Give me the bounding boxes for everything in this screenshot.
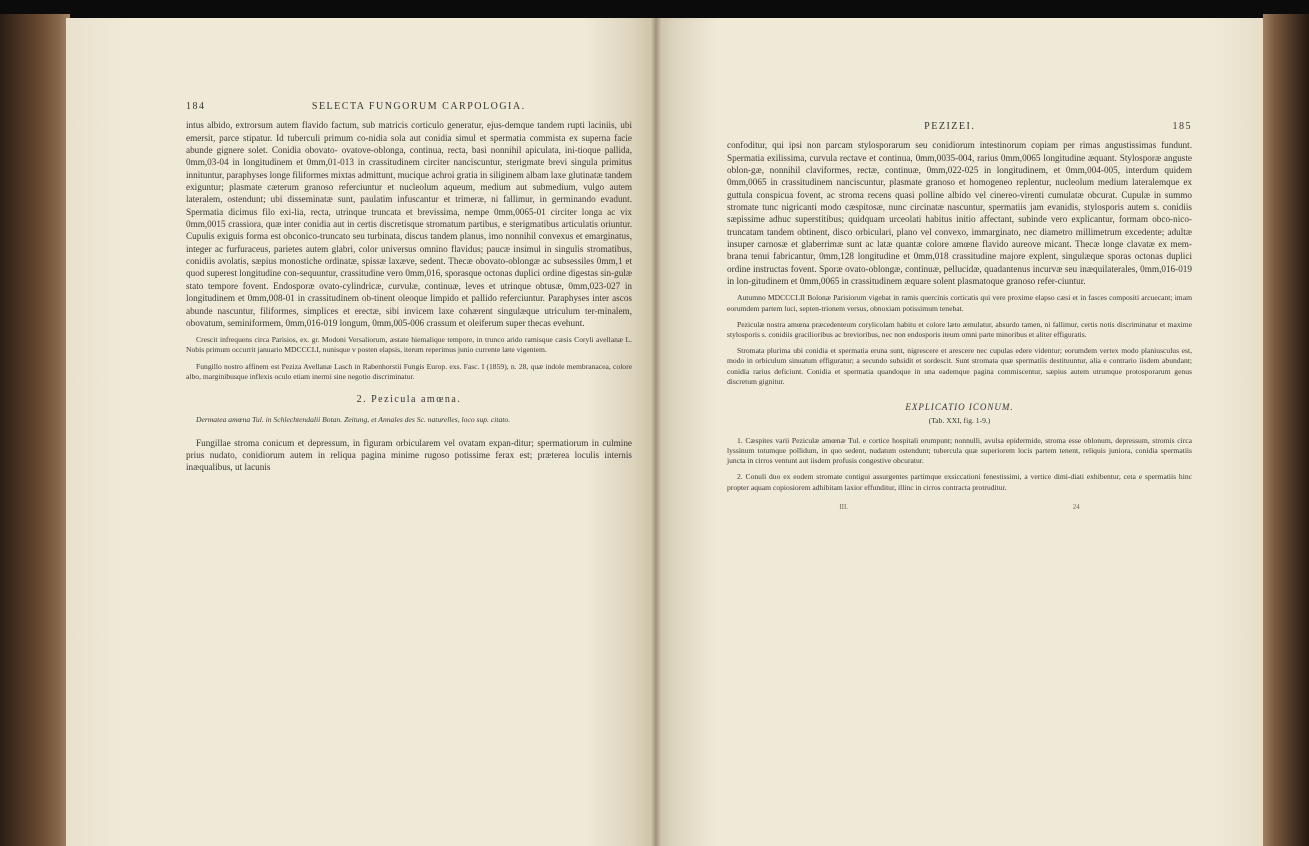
body-paragraph: confoditur, qui ipsi non parcam stylosporarum seu conidiorum intestinorum copiam per rimas angustissimas fundunt. Spermatia exilissima, curvula rectave et continua, 0mm,0035-004, rarius 0mm,0065 longitudine æquant. Stylosporæ anguste oblon-gæ, nonnihil claviformes, rectæ, continuæ, 0mm,022-025 in longitudinem, et 0mm,004-005, interdum quidem 0mm,0065 in crassitudinem nanciscuntur, plasmate granoso et homogeneo replentur, nucleolum medium lateralemque ex guttula conspicua fovent, ac stroma recens quasi polline albido vel cinereo-virenti cumulatæ obcurat. Cupulæ in summo stromate tunc nigricanti modo cæspitosæ, nunc circinatæ nascuntur, spermatiis jam evanidis, stylosporis autem s. conidiis sæpissime adhuc superstitibus; quidquam urceolati habitus initio affectant, subinde vero explicantur, formam obco-nico-truncatam tandem obtinent, disco orbiculari, plano vel convexo, immarginato, nec diametro millimetrum excedente; adultæ insuper carnosæ et glaberrimæ sunt ac latæ quantæ colore amœne flavido aureove micant. Thecæ longe clavatæ ex mem-brana tenui fabricantur, 0mm,128 longitudine et 0mm,018 crassitudine majore explent, singulæque sporas octonas duplici ordine instructas fovent. Sporæ ovato-oblongæ, continuæ, pellucidæ, quadantenus incurvæ seu inæquilaterales, 0mm,016-019 in lon-gitudinem et 0mm,0065 in crassitudinem æquare solent plasmatoque granoso refer-ciuntur. [727, 140, 1192, 287]
left-running-head [186, 101, 632, 113]
left-page-text [186, 101, 632, 480]
right-running-title: PEZIZEI. [924, 121, 976, 132]
signature-marks [727, 501, 1192, 513]
comparison-paragraph: Peziculæ nostra amœna præcedenteum corylicolam habitu et colore læto æmulatur, absurdo tamen, ni fallimur, certis notis discriminatur et maxime stylosporis s. conidiis gracilioribus ac brevioribus, nec non endosporis iteum omni parte minoribus et aliter effiguratis. [727, 319, 1192, 340]
explicatio-subtitle: (Tab. XXI, fig. 1-9.) [928, 416, 991, 426]
signature-mark: III. [839, 502, 849, 511]
explicatio-item: 1. Cæspites varii Peziculæ amœnæ Tul. e cortice hospitali erumpunt; nonnulli, avulsa epidermide, stroma esse oblonum, depressum, stromis circa lyssinum totumque pollidum, in quo sedent, nudatum ostendunt; tubercula quæ superiorem locis partem tenent, reliquis juniora, conidia spermatiis juncta in cirros ventunt aut iisdem profusis congestive obcuratur. [727, 435, 1192, 466]
right-book-cover-edge [1263, 14, 1309, 846]
right-page-number: 185 [1172, 121, 1192, 132]
signature-mark: 24 [1072, 502, 1080, 511]
body-paragraph: intus albido, extrorsum autem flavido factum, sub matricis corticulo generatur, ejus-demque tandem rupti laciniis, ubi emersit, parce stipatur. Id tuberculi primum co-nidia sola aut conidia simul et spermatia commista ex superna facie abunde gignere solet. Conidia obovato- ovatove-oblonga, continua, recta, basi nonnihil apiculata, ini-tioque pallida, 0mm,03-04 in longitudinem et 0mm,01-013 in crassitudinem circiter nanciscuntur, sterigmate brevi singula primitus innituntur, paraphyses longe filiformes mixtas admittunt, mucique achroi gratia in siliginem albam laxe glutinatæ tandem exiguntur; plasmate cæterum granoso referciuntur et nucleolum aqueum, medium aut submedium, vulgo autem lateralem, ostendunt; ubi disseminatæ sunt, paulatim infuscantur et trimeræ, ni fallimur, in germinando evadunt. Spermatia dicimus filo exi-lia, recta, utrinque truncata et brevissima, nempe 0mm,0065-01 circiter longa ac vix 0mm,0015 crassiora, quæ inter conidia aut in certis discretisque stromatum partibus, e sterigmatibus articulatis oriuntur. Cupulis exiguis forma est obconico-truncato seu turbinata, discus tandem planus, imo nonnihil convexus et emarginatus, integer ac furfuraceus, parietes autem glabri, color universus omnino flavidus; paucæ insimul in singulis stromatibus, conidiis avolatis, sæpius monostiche ordinatæ, spissæ laxæve, sedent. Thecæ obovato-oblongæ ac subsessiles 0mm,1 et quod superest longitudine con-sequuntur, crassitudine vero 0mm,016, sporasque octonas duplici ordine digestas sin-gulæ stato tempore fovent. Endosporæ ovato-cylindricæ, curvulæ, continuæ, leves et utrinque obtusæ, 0mm,023-027 in longitudinem et 0mm,008-01 in crassitudinem ob-tinent oleoque limpido et pallido referciuntur. Paraphyses inter ascos abunde nascuntur, filiformes, simplices et erectæ, sibi invicem laxe cohærent singulæque utriculum ter-minalem, obovatum, seminiformem, 0mm,016-019 longum, 0mm,005-006 crassum et oleiferum super thecas evehunt. [186, 120, 632, 328]
section-paragraph: Fungillae stroma conicum et depressum, in figuram orbicularem vel ovatam expan-ditur; spermatiorum in culmine prius nudato, conidiorum autem in reliqua pagina minime rugoso potissime ferax est; præterea loculis internis inæqualibus, ut lacunis [186, 437, 632, 473]
stromata-paragraph: Stromata plurima ubi conidia et spermatia eruna sunt, nigrescere et arescere nec cupulas edere videntur; eorumdem vertex modo planiusculus est, modo in orbiculum sinuatum effiguratur; a secundo subsidit et sordescit. Sunt stromata quæ spermatiis destituuntur, alia e contrario iisdem abundant; conidia rarius deficiunt. Conidia et spermatia quandoque in una eademque pagina commiscentur, sæpius autem utrumque protosporarum genus discretum gignitur. [727, 346, 1192, 386]
left-page-number: 184 [186, 101, 206, 112]
left-book-cover-edge [0, 14, 70, 846]
synonymy-line: Dermatea amœna Tul. in Schlechtendalii Botan. Zeitung, et Annales des Sc. naturelles, loco sup. citato. [196, 415, 511, 425]
explicatio-title: EXPLICATIO ICONUM. [905, 402, 1014, 413]
left-running-title: SELECTA FUNGORUM CARPOLOGIA. [311, 101, 526, 112]
section-title: 2. Pezicula amœna. [356, 394, 462, 405]
habitat-paragraph: Autumno MDCCCLII Bolonæ Parisiorum vigebat in ramis quercinis corticatis qui vere proxime elapso cæsi et in fasces compositi arcuecant; imam eorumdem partem luci, septen-trionem versus, obnoxiam potissimum tenebat. [727, 293, 1192, 313]
right-running-head [727, 121, 1192, 133]
left-page [66, 18, 656, 846]
affinity-paragraph: Fungillo nostro affinem est Peziza Avellanæ Lasch in Rabenhorstii Fungis Europ. exs. Fasc. I (1859), n. 28, quæ indole membranacea, colore albo, marginibusque inflexis oculo etiam inermi sine negotio discriminatur. [186, 361, 632, 381]
explicatio-item: 2. Conuli duo ex eodem stromate contigui assurgentes partimque exsiccationi fenestissimi, a vertice dimi-diati exhibentur, ceta e spermatiis hinc propter aquam copiosiorem adhibitam laxior effunditur, illinc in cirros contracta protruditur. [727, 472, 1192, 492]
habitat-paragraph: Crescit infrequens circa Parisios, ex. gr. Modoni Versaliorum, æstate hiemalique tempore, in trunco arido ramisque cæsis Coryli avellanæ L. Nobis primum occurrit januario MDCCCLI, nunisque v posten elapsis, iterum reperimus junio currente læte vigentem. [186, 335, 632, 355]
right-page-text [727, 121, 1192, 513]
right-page [656, 18, 1263, 846]
book-gutter [650, 18, 662, 846]
